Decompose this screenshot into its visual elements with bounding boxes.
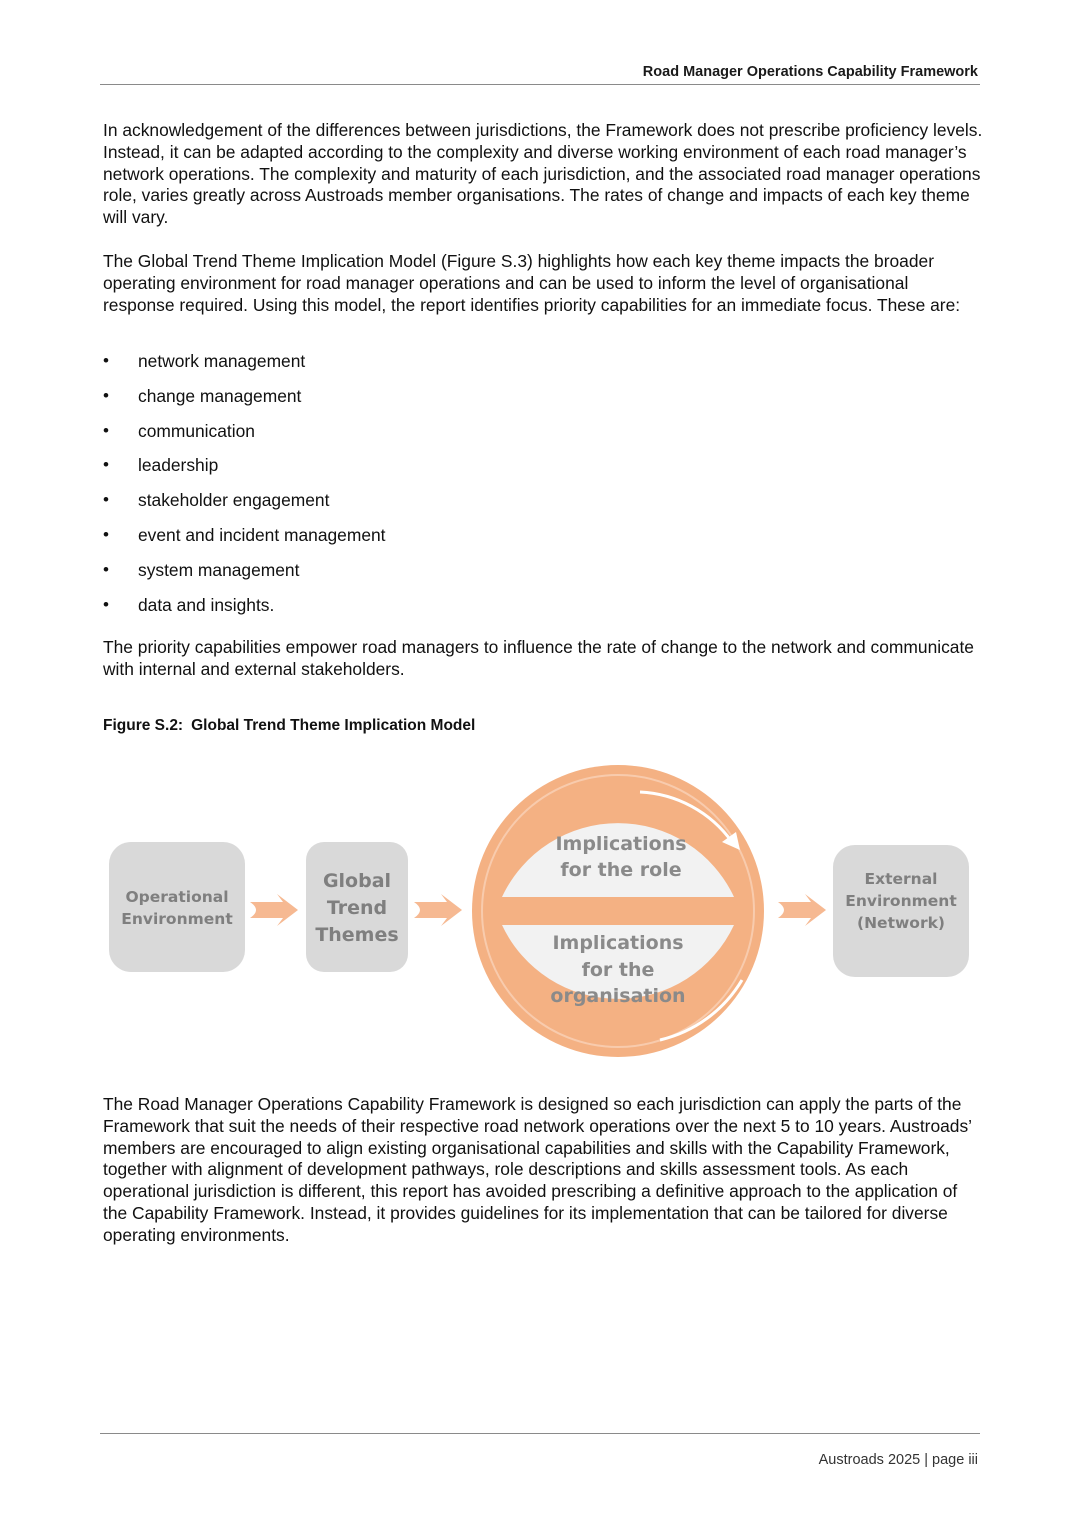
running-header: Road Manager Operations Capability Framework	[642, 64, 978, 80]
flow-arrow-icon	[414, 894, 462, 926]
list-item	[103, 454, 703, 489]
global-trend-themes-label-3: Themes	[315, 924, 399, 946]
bullet-icon: •	[103, 420, 109, 440]
bullet-icon: •	[103, 385, 109, 405]
list-item	[103, 420, 703, 455]
list-item-text: network management	[138, 351, 306, 371]
framework-paragraph: The Road Manager Operations Capability Framework is designed so each jurisdiction can apply the parts of the Framework that suit the needs of their respective road network operations over the next 5 to 10 years. Austroads’ members are encouraged to align existing organisational capabilities and skills with the Capability Framework, together with alignment of development pathways, role descriptions and skills assessment tools. As each operational jurisdiction is different, this report has avoided prescribing a definitive approach to the application of the Capability Framework. Instead, it provides guidelines for its implementation that can be tailored for diverse operating environments.	[103, 1094, 972, 1245]
list-item-text: leadership	[138, 455, 219, 476]
organisation-label-3: organisation	[550, 985, 686, 1007]
intro-paragraph: In acknowledgement of the differences between jurisdictions, the Framework does not prescribe proficiency levels. Instead, it can be adapted according to the complexity and diverse working environment of each road manager’s network operations. The complexity and maturity of each jurisdiction, and the associated road manager operations role, varies greatly across Austroads member organisations. The rates of change and impacts of each key theme will vary.	[103, 120, 983, 228]
list-item-text: data and insights.	[138, 594, 275, 615]
priority-paragraph: The priority capabilities empower road managers to influence the rate of change to the network and communicate with internal and external stakeholders.	[103, 637, 974, 679]
list-item	[103, 489, 703, 524]
role-label-2: for the role	[560, 859, 682, 881]
organisation-label-1: Implications	[552, 932, 684, 954]
global-trend-themes-label-1: Global	[322, 870, 392, 892]
flow-arrow-icon	[250, 894, 298, 926]
operational-environment-label-2: Environment	[121, 910, 233, 928]
list-item-text: stakeholder engagement	[138, 490, 330, 511]
list-item	[103, 594, 703, 629]
flow-arrow-icon	[778, 894, 826, 926]
list-item	[103, 385, 703, 420]
organisation-label-2: for the	[581, 959, 655, 981]
list-item-text: communication	[138, 420, 255, 441]
page-footer: Austroads 2025 | page iii	[818, 1452, 978, 1468]
bullet-icon: •	[103, 351, 109, 370]
model-paragraph: The Global Trend Theme Implication Model (Figure S.3) highlights how each key theme impacts the broader operating environment for road manager operations and can be used to inform the level of organisational response required. Using this model, the report identifies priority capabilities for an immediate focus. These are:	[103, 251, 961, 315]
operational-environment-label-1: Operational	[125, 888, 229, 906]
figure-title: Global Trend Theme Implication Model	[191, 717, 476, 734]
bullet-icon: •	[103, 490, 109, 510]
role-label-1: Implications	[555, 833, 687, 855]
bullet-icon: •	[103, 455, 109, 475]
bullet-icon: •	[103, 524, 109, 544]
figure-caption	[103, 716, 475, 736]
global-trend-themes-label-2: Trend	[326, 897, 388, 919]
bullet-icon: •	[103, 594, 109, 614]
header-rule	[100, 84, 980, 85]
figure-number: Figure S.2:	[103, 717, 184, 734]
list-item-text: system management	[138, 559, 300, 580]
operational-environment-box	[109, 842, 245, 972]
implications-circle	[472, 765, 764, 1057]
list-item	[103, 559, 703, 594]
list-item	[103, 350, 703, 385]
external-environment-label-3: (Network)	[857, 914, 945, 932]
external-environment-label-1: External	[864, 870, 938, 888]
list-item	[103, 524, 703, 559]
list-item-text: event and incident management	[138, 524, 386, 545]
bullet-icon: •	[103, 559, 109, 579]
external-environment-box	[833, 845, 969, 977]
external-environment-label-2: Environment	[845, 892, 957, 910]
implication-model-diagram	[0, 760, 1080, 1080]
priority-capabilities-list	[103, 350, 703, 628]
footer-rule	[100, 1433, 980, 1434]
list-item-text: change management	[138, 385, 302, 406]
